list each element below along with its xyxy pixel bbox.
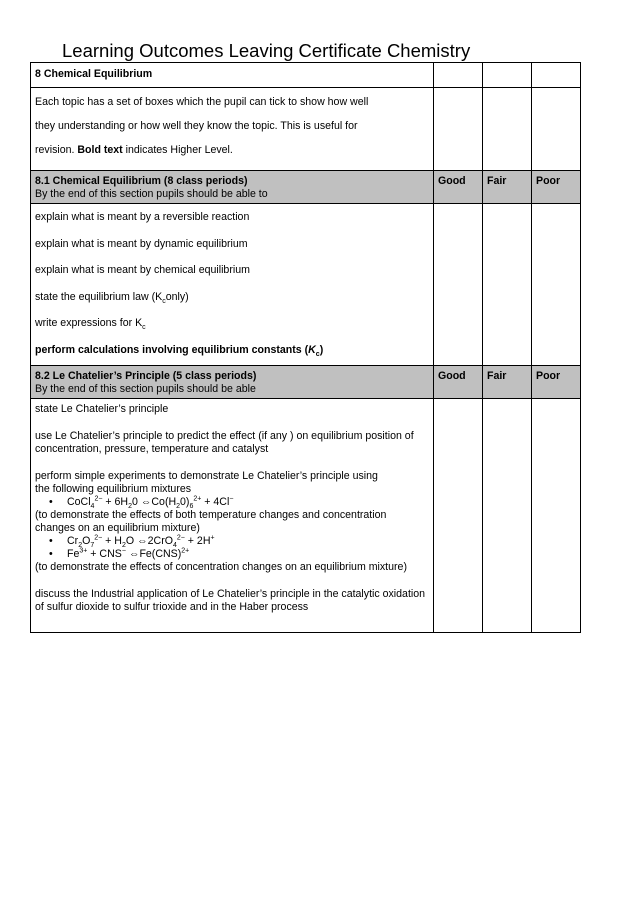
fair-column-header: Fair: [483, 366, 532, 399]
page-title: Learning Outcomes Leaving Certificate Chemistry: [62, 40, 471, 61]
rating-box[interactable]: [434, 63, 483, 88]
intro-line: Each topic has a set of boxes which the pupil can tick to show how well: [35, 96, 369, 108]
section-heading: 8.1 Chemical Equilibrium (8 class periods): [35, 175, 248, 187]
equation-note: (to demonstrate the effects of concentration changes on an equilibrium mixture): [35, 561, 407, 573]
rating-box[interactable]: [532, 88, 581, 171]
intro-line: they understanding or how well they know the topic. This is useful for: [35, 120, 358, 132]
rating-box[interactable]: [483, 88, 532, 171]
fair-checkbox[interactable]: [483, 399, 532, 633]
chapter-row: [31, 63, 581, 88]
equation-dichromate: • $Cr_2O_7^{2-} + H_2O$ ⇔2CrO$_4^{2-}$ + 2H+: [35, 535, 429, 548]
section-outcomes-row: [31, 399, 581, 633]
section-heading: 8.2 Le Chatelier’s Principle (5 class periods): [35, 370, 257, 382]
good-column-header: Good: [434, 171, 483, 204]
outcome-list: [31, 204, 434, 366]
outcome-item-experiments: perform simple experiments to demonstrate Le Chatelier’s principle using the following equilibrium mixtures • CoCl$_4^{2-}$ + $6H_20$ $\Leftrightarrow Co(H_20)_6^{2+} + 4Cl^-$ (to demonstrate the effects of both temperature changes and concentration changes on an equilibrium mixture) • $Cr_2O_7^{2-} + H_2O$ ⇔2CrO$_4^{2-}$ + 2H+ • $Fe^{3+} + CNS^-$ ⇔Fe(CNS)$^{2+}$ (to demonstrate the effects of concentration changes on an equilibrium mixture): [35, 470, 429, 574]
poor-column-header: Poor: [532, 171, 581, 204]
equation-iron-thiocyanate: • $Fe^{3+} + CNS^-$ ⇔Fe(CNS)$^{2+}$: [35, 548, 429, 561]
outcome-list: [31, 399, 434, 633]
poor-checkbox[interactable]: [532, 204, 581, 366]
chapter-title: 8 Chemical Equilibrium: [31, 63, 434, 88]
outcome-item: explain what is meant by chemical equilibrium: [35, 264, 250, 276]
section-header-row: [31, 366, 581, 399]
outcome-item-higher-level: perform calculations involving equilibrium constants $(K_c)$: [35, 343, 324, 358]
poor-checkbox[interactable]: [532, 399, 581, 633]
outcome-item: state Le Chatelier’s principle: [35, 403, 169, 415]
rating-box[interactable]: [434, 88, 483, 171]
section-header: [31, 366, 434, 399]
good-checkbox[interactable]: [434, 399, 483, 633]
fair-checkbox[interactable]: [483, 204, 532, 366]
outcome-item: explain what is meant by dynamic equilibrium: [35, 237, 248, 250]
good-checkbox[interactable]: [434, 204, 483, 366]
good-column-header: Good: [434, 366, 483, 399]
section-subheading: By the end of this section pupils should be able: [35, 383, 256, 395]
section-header-row: [31, 171, 581, 204]
section-outcomes-row: [31, 204, 581, 366]
intro-text: [31, 88, 434, 171]
rating-box[interactable]: [483, 63, 532, 88]
outcome-item: use Le Chatelier’s principle to predict the effect (if any ) on equilibrium position of concentration, pressure, temperature and catalyst: [35, 430, 414, 455]
intro-row: [31, 88, 581, 171]
equation-note: (to demonstrate the effects of both temperature changes and concentration changes on an equilibrium mixture): [35, 509, 387, 534]
outcome-item: write expressions for $K_c$: [35, 317, 146, 332]
rating-box[interactable]: [532, 63, 581, 88]
section-header: [31, 171, 434, 204]
bold-text-note: Bold text: [77, 144, 123, 156]
outcome-item: discuss the Industrial application of Le Chatelier’s principle in the catalytic oxidation of sulfur dioxide to sulfur trioxide and in the Haber process: [35, 588, 426, 613]
outcome-item: explain what is meant by a reversible reaction: [35, 211, 250, 223]
outcome-item: state the equilibrium law $(K_conly)$: [35, 290, 189, 305]
equation-cobalt: • CoCl$_4^{2-}$ + $6H_20$ $\Leftrightarrow Co(H_20)_6^{2+} + 4Cl^-$: [35, 496, 429, 509]
fair-column-header: Fair: [483, 171, 532, 204]
learning-outcomes-table: [30, 62, 581, 633]
intro-line: revision. Bold text indicates Higher Level.: [35, 144, 233, 156]
poor-column-header: Poor: [532, 366, 581, 399]
section-subheading: By the end of this section pupils should be able to: [35, 188, 268, 200]
